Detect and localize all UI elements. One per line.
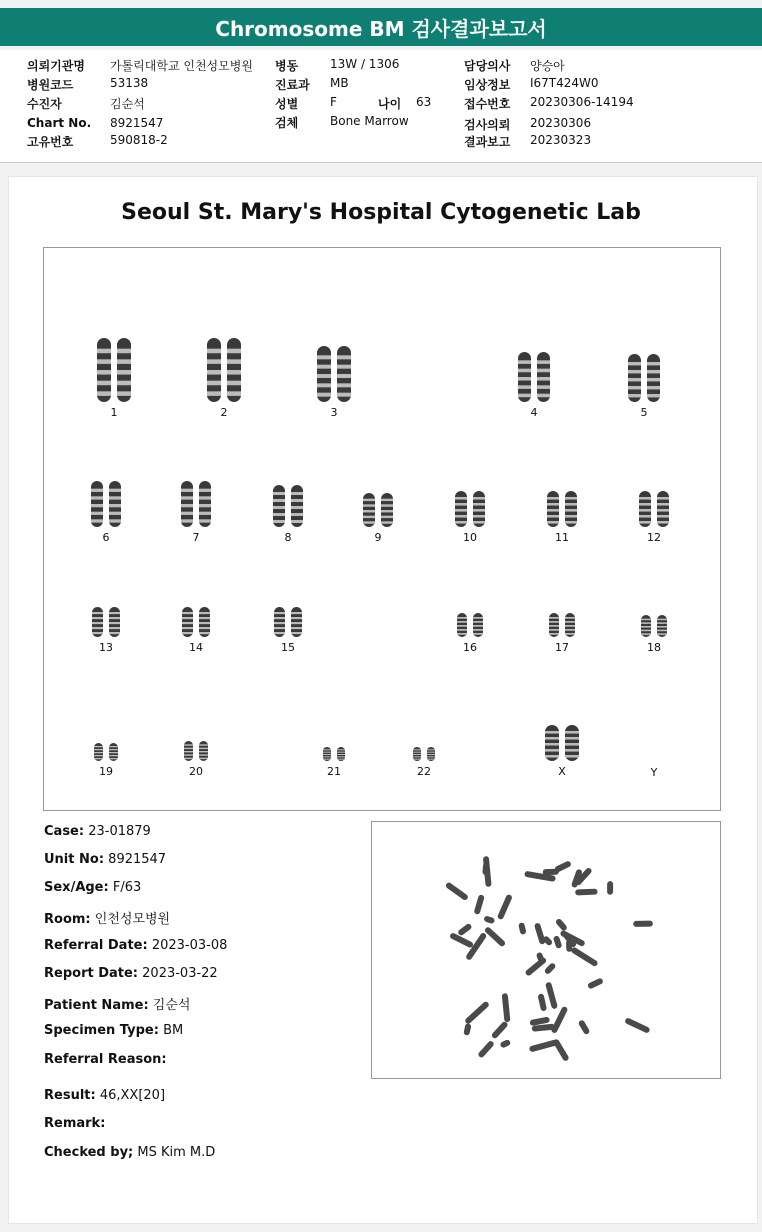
chromosome-glyph <box>258 485 318 527</box>
chromosome-label: 5 <box>640 406 648 419</box>
info-department: 진료과 <box>275 78 310 92</box>
info-doctor-value: 양승아 <box>530 59 565 73</box>
info-doctor: 담당의사 <box>464 59 511 73</box>
chromosome-pair-21 <box>299 747 369 778</box>
metaphase-chromosome <box>544 962 557 975</box>
metaphase-chromosome <box>552 1038 569 1062</box>
chromosome-pair-16 <box>435 613 505 654</box>
detail-unit-no: Unit No: 8921547 <box>44 852 167 867</box>
metaphase-chromosome <box>524 956 547 976</box>
chromosome-label: 1 <box>110 406 118 419</box>
detail-case: Case: 23-01879 <box>44 824 151 839</box>
detail-result: Result: 46,XX[20] <box>44 1088 166 1103</box>
chromosome-pair-4 <box>499 352 569 419</box>
chromosome-label: 15 <box>281 641 295 654</box>
metaphase-chromosome <box>464 1000 490 1024</box>
chromosome-label: 14 <box>189 641 203 654</box>
detail-room: Room: 인천성모병원 <box>44 912 171 927</box>
lab-title: Seoul St. Mary's Hospital Cytogenetic Lab <box>121 200 641 225</box>
info-request-date: 검사의뢰 <box>464 118 511 132</box>
chromosome-label: 3 <box>330 406 338 419</box>
chromosome-pair-6 <box>71 481 141 544</box>
chromosome-pair-2 <box>189 338 259 419</box>
chromosome-glyph <box>440 613 500 637</box>
metaphase-chromosome <box>518 922 527 935</box>
chromosome-glyph <box>76 481 136 527</box>
info-unique-no-value: 590818-2 <box>110 133 168 147</box>
chromosome-pair-18 <box>619 615 689 654</box>
chromosome-glyph <box>532 491 592 527</box>
info-specimen: 검체 <box>275 116 299 130</box>
chromosome-pair-10 <box>435 491 505 544</box>
metaphase-spread <box>372 822 720 1078</box>
chromosome-label: 19 <box>99 765 113 778</box>
info-patient: 수진자 <box>27 97 62 111</box>
chromosome-pair-9 <box>343 493 413 544</box>
info-result-date-value: 20230323 <box>530 133 592 147</box>
info-ward-value: 13W / 1306 <box>330 57 400 71</box>
detail-referral-reason: Referral Reason: <box>44 1052 167 1067</box>
chromosome-label: 22 <box>417 765 431 778</box>
chromosome-label: 4 <box>530 406 538 419</box>
chromosome-label: Y <box>650 766 658 779</box>
chromosome-glyph <box>258 607 318 637</box>
chromosome-pair-7 <box>161 481 231 544</box>
metaphase-chromosome <box>545 982 558 1010</box>
chromosome-glyph <box>304 346 364 402</box>
chromosome-label: 20 <box>189 765 203 778</box>
chromosome-pair-Y <box>619 761 689 779</box>
metaphase-chromosome <box>575 889 598 896</box>
metaphase-chromosome <box>491 1020 509 1039</box>
chromosome-label: 7 <box>192 531 200 544</box>
chromosome-pair-8 <box>253 485 323 544</box>
metaphase-chromosome <box>578 1019 591 1035</box>
info-age: 나이 <box>378 97 402 111</box>
chromosome-pair-5 <box>609 354 679 419</box>
info-sex-value: F <box>330 95 337 109</box>
info-clinical-value: I67T424W0 <box>530 76 599 90</box>
chromosome-label: 21 <box>327 765 341 778</box>
chromosome-pair-14 <box>161 607 231 654</box>
chromosome-glyph <box>304 747 364 761</box>
info-institution: 의뢰기관명 <box>27 59 85 73</box>
metaphase-chromosome <box>550 1006 568 1034</box>
chromosome-glyph <box>76 743 136 761</box>
chromosome-label: 16 <box>463 641 477 654</box>
info-department-value: MB <box>330 76 349 90</box>
metaphase-chromosome <box>483 915 495 924</box>
metaphase-chromosome <box>463 1023 471 1036</box>
metaphase-chromosome <box>570 946 599 967</box>
chromosome-label: 17 <box>555 641 569 654</box>
chromosome-glyph <box>532 725 592 761</box>
info-result-date: 결과보고 <box>464 135 511 149</box>
metaphase-chromosome <box>502 993 511 1022</box>
chromosome-glyph <box>166 607 226 637</box>
chromosome-glyph <box>504 352 564 402</box>
chromosome-label: 8 <box>284 531 292 544</box>
chromosome-glyph <box>440 491 500 527</box>
chromosome-glyph <box>532 613 592 637</box>
chromosome-pair-22 <box>389 747 459 778</box>
info-unique-no: 고유번호 <box>27 135 74 149</box>
metaphase-chromosome <box>499 1039 511 1049</box>
chromosome-glyph <box>624 491 684 527</box>
info-reception-no-value: 20230306-14194 <box>530 95 634 109</box>
info-clinical: 임상정보 <box>464 78 511 92</box>
chromosome-glyph <box>194 338 254 402</box>
chromosome-pair-13 <box>71 607 141 654</box>
report-title: Chromosome BM 검사결과보고서 <box>215 16 547 41</box>
divider <box>0 162 762 163</box>
chromosome-pair-11 <box>527 491 597 544</box>
chromosome-label: X <box>558 765 566 778</box>
detail-referral-date: Referral Date: 2023-03-08 <box>44 938 228 953</box>
chromosome-glyph <box>394 747 454 761</box>
chromosome-glyph <box>76 607 136 637</box>
chromosome-glyph <box>614 354 674 402</box>
info-hospital-code: 병원코드 <box>27 78 74 92</box>
metaphase-chromosome <box>607 881 613 895</box>
detail-report-date: Report Date: 2023-03-22 <box>44 966 218 981</box>
metaphase-chromosome <box>624 1017 650 1034</box>
metaphase-chromosome <box>457 923 473 937</box>
chromosome-label: 13 <box>99 641 113 654</box>
patient-info-section <box>0 50 762 162</box>
report-title-bar <box>0 8 762 46</box>
chromosome-label: 10 <box>463 531 477 544</box>
metaphase-image <box>371 821 721 1079</box>
chromosome-glyph <box>166 741 226 761</box>
chromosome-label: 9 <box>374 531 382 544</box>
info-request-date-value: 20230306 <box>530 116 592 130</box>
chromosome-label: 6 <box>102 531 110 544</box>
chromosome-pair-12 <box>619 491 689 544</box>
chromosome-glyph <box>624 615 684 637</box>
chromosome-pair-1 <box>79 338 149 419</box>
chromosome-label: 18 <box>647 641 661 654</box>
metaphase-chromosome <box>445 881 469 901</box>
karyotype-image <box>43 247 721 811</box>
detail-remark: Remark: <box>44 1116 106 1131</box>
metaphase-chromosome <box>497 894 513 921</box>
metaphase-chromosome <box>633 921 653 927</box>
chromosome-pair-15 <box>253 607 323 654</box>
info-reception-no: 접수번호 <box>464 97 511 111</box>
metaphase-chromosome <box>555 918 568 932</box>
chromosome-glyph <box>348 493 408 527</box>
chromosome-pair-20 <box>161 741 231 778</box>
chromosome-pair-X <box>527 725 597 778</box>
detail-sex-age: Sex/Age: F/63 <box>44 880 142 895</box>
metaphase-chromosome <box>482 863 489 875</box>
metaphase-chromosome <box>474 894 485 915</box>
info-hospital-code-value: 53138 <box>110 76 149 90</box>
info-patient-value: 김순석 <box>110 97 145 111</box>
chromosome-pair-17 <box>527 613 597 654</box>
metaphase-chromosome <box>537 993 547 1011</box>
metaphase-chromosome <box>587 977 604 989</box>
metaphase-chromosome <box>484 926 507 947</box>
chromosome-label: 12 <box>647 531 661 544</box>
chromosome-glyph <box>624 761 684 762</box>
metaphase-chromosome <box>553 935 563 949</box>
metaphase-chromosome <box>534 922 546 945</box>
detail-patient-name: Patient Name: 김순석 <box>44 998 191 1013</box>
chromosome-glyph <box>84 338 144 402</box>
info-institution-value: 가톨릭대학교 인천성모병원 <box>110 59 253 73</box>
chromosome-pair-3 <box>299 346 369 419</box>
info-specimen-value: Bone Marrow <box>330 114 409 128</box>
metaphase-chromosome <box>477 1040 495 1059</box>
info-age-value: 63 <box>416 95 432 109</box>
detail-checked-by: Checked by; MS Kim M.D <box>44 1145 216 1160</box>
info-chart-no-value: 8921547 <box>110 116 164 130</box>
info-chart-no: Chart No. <box>27 116 92 130</box>
chromosome-label: 11 <box>555 531 569 544</box>
chromosome-pair-19 <box>71 743 141 778</box>
detail-specimen-type: Specimen Type: BM <box>44 1023 184 1038</box>
chromosome-glyph <box>166 481 226 527</box>
info-ward: 병동 <box>275 59 299 73</box>
chromosome-label: 2 <box>220 406 228 419</box>
info-sex: 성별 <box>275 97 299 111</box>
